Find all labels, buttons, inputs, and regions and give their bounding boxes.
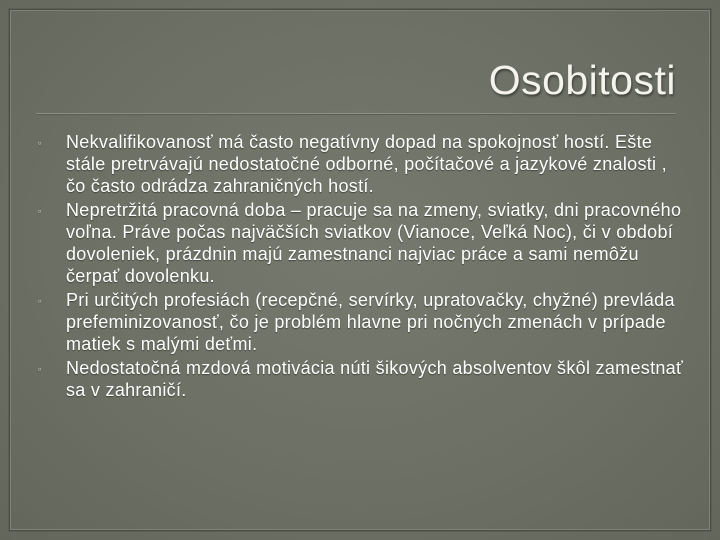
slide-title: Osobitosti xyxy=(488,57,676,103)
bullet-text: Nedostatočná mzdová motivácia núti šikových absolventov škôl zamestnať sa v zahraničí. xyxy=(66,358,684,400)
bullet-list xyxy=(38,131,688,401)
bullet-item xyxy=(38,131,688,197)
bullet-text: Nekvalifikovanosť má často negatívny dopad na spokojnosť hostí. Ešte stále pretrvávajú nedostatočné odborné, počítačové a jazykové znalosti , čo často odrádza zahraničných hostí. xyxy=(66,132,667,196)
bullet-item xyxy=(38,199,688,287)
bullet-text: Pri určitých profesiách (recepčné, servírky, upratovačky, chyžné) prevláda prefeminizovanosť, čo je problém hlavne pri nočných zmenách v prípade matiek s malými deťmi. xyxy=(66,290,675,354)
bullet-item xyxy=(38,357,688,401)
bullet-text: Nepretržitá pracovná doba – pracuje sa na zmeny, sviatky, dni pracovného voľna. Práve počas najväčších sviatkov (Vianoce, Veľká Noc), či v období dovoleniek, prázdnin majú zamestnanci najviac práce a sami nemôžu čerpať dovolenku. xyxy=(66,200,682,286)
bullet-square-icon: ▫ xyxy=(38,138,42,148)
bullet-square-icon: ▫ xyxy=(38,206,42,216)
title-divider xyxy=(36,113,676,114)
bullet-item xyxy=(38,289,688,355)
bullet-square-icon: ▫ xyxy=(38,364,42,374)
bullet-square-icon: ▫ xyxy=(38,296,42,306)
